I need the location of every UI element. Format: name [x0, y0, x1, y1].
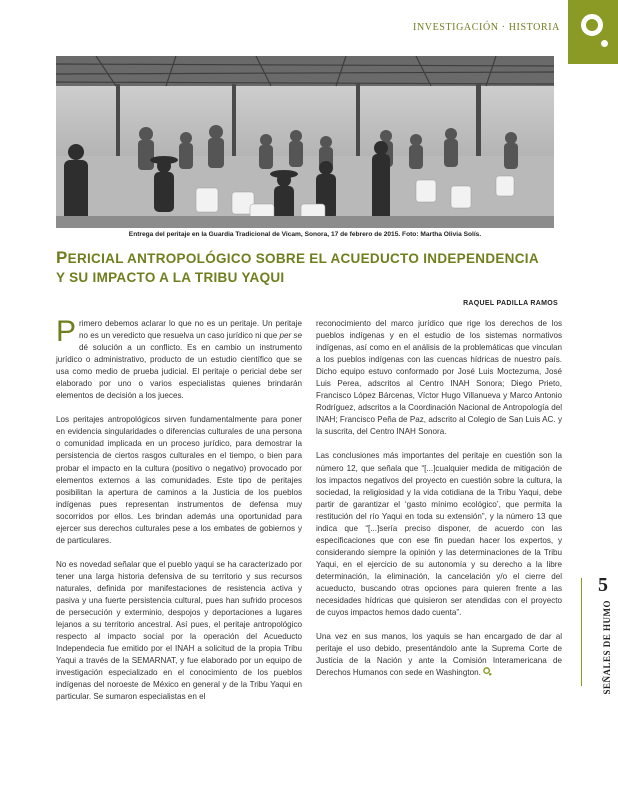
column-right	[316, 318, 562, 691]
logo-dot-icon	[601, 40, 608, 47]
section-header: INVESTIGACIÓN · HISTORIA	[413, 22, 560, 33]
drop-cap: P	[56, 315, 77, 348]
paragraph: Las conclusiones más importantes del peritaje en cuestión son la número 12, que señala que “[...]cualquier medida de mitigación de los impactos negativos del proyecto en cuestión sobre la cultura, la sociedad, la religiosidad y la vida cotidiana de la Tribu Yaqui, debe partir de garantizar el ‘gasto mínimo ecológico’, que permita la restitución del río Yaqui en toda su extensión”, y la número 13 que indica que “[...]sería preciso disponer, de acuerdo con las especificaciones que con ese fin puedan hacer los expertos, y considerando siempre la opinión y las determinaciones de la Tribu Yaqui, en el ejercicio de su autonomía y su derecho a la libre determinación, la eliminación, la cancelación y/o el cierre del acueducto, buscando otras opciones para quieren frente a las necesidades hídricas que quisieron ser atendidas con el proyecto de cuyos impactos hemos dado cuenta”.	[316, 451, 562, 618]
title-initial: P	[56, 248, 68, 267]
article-author: RAQUEL PADILLA RAMOS	[463, 300, 558, 307]
magazine-logo	[568, 0, 618, 64]
page-number: 5	[598, 574, 608, 596]
end-mark-icon	[483, 667, 492, 676]
paragraph: Primero debemos aclarar lo que no es un peritaje. Un peritaje no es un veredicto que resuelva un caso jurídico ni que per se dé solución a un conflicto. Es en cambio un instrumento jurídico o administrativo, producto de un estudio científico que se usa como medio de prueba judicial. El peritaje o pericial debe ser elaborado por uno o varios especialistas quienes brindarán elementos de decisión a los jueces.	[56, 315, 302, 401]
article-title	[56, 248, 561, 287]
photo-caption: Entrega del peritaje en la Guardia Tradicional de Vicam, Sonora, 17 de febrero de 2015. Foto: Martha Olivia Solís.	[128, 231, 482, 238]
logo-ring-icon	[581, 14, 603, 36]
paragraph: No es novedad señalar que el pueblo yaqui se ha caracterizado por tener una larga historia defensiva de su territorio y sus recursos naturales, definida por manifestaciones de resistencia activa y pasiva y una fuerte persistencia cultural, pues han sufrido procesos de persecución y exterminio, despojos y deportaciones a lugares lejanos a su territorio ancestral. Así pues, el peritaje antropológico respecto al impacto social por la operación del Acueducto Independecia fue emitido por el INAH a solicitud de la propia Tribu Yaqui a través de la SEMARNAT, y fue elaborado por un equipo de investigación especializado en el conocimiento de los pueblos indígenas del noroeste de México en general y de la Tribu Yaqui en particular. Se sumaron especialistas en el	[56, 559, 302, 702]
sidebar-divider	[581, 578, 582, 686]
title-line-2: Y SU IMPACTO A LA TRIBU YAQUI	[56, 270, 285, 285]
paragraph: reconocimiento del marco jurídico que rige los derechos de los pueblos indígenas y en el estudio de los sistemas normativos indígenas, así como en el análisis de la problemáticas que vinculan a los pueblos indígenas con las cuencas hídricas de nuestro país. Dicho equipo estuvo conformado por José Luis Moctezuma, José Luis Perea, adscritos al Centro INAH Sonora; Diego Prieto, Francisco López Bárcenas, Víctor Hugo Villanueva y Marco Antonio Rodríguez, adscritos a la Coordinación Nacional de Antropología del INAH; Francisco Peña de Paz, adscrito al Colegio de San Luis AC. y la suscrita, del Centro INAH Sonora.	[316, 319, 562, 437]
column-left	[56, 315, 302, 715]
magazine-name: SEÑALES DE HUMO	[602, 600, 612, 695]
article-photo	[56, 56, 554, 228]
paragraph: Una vez en sus manos, los yaquis se han encargado de dar al peritaje el uso debido, presentándolo ante la Suprema Corte de Justicia de la Nación y ante la Comisión Interamericana de Derechos Humanos con sede en Washington.	[316, 632, 562, 678]
paragraph: Los peritajes antropológicos sirven fundamentalmente para poner en evidencia singularidades o diferencias culturales de una persona o comunidad implicada en un proceso jurídico, para demostrar la persistencia de ciertos rasgos culturales en el tiempo, o bien para probar el impacto en la cultura (positivo o negativo) provocado por elementos externos a las comunidades. Este tipo de peritajes posibilitan la apertura de caminos a la Justicia de los pueblos indígenas pues representan instrumentos de defensa muy socorridos por ellos. Les brindan además una oportunidad para ejercer sus derechos culturales pese a los embates de gobiernos y de particulares.	[56, 415, 302, 545]
title-line-1: ERICIAL ANTROPOLÓGICO SOBRE EL ACUEDUCTO INDEPENDENCIA	[67, 251, 539, 266]
